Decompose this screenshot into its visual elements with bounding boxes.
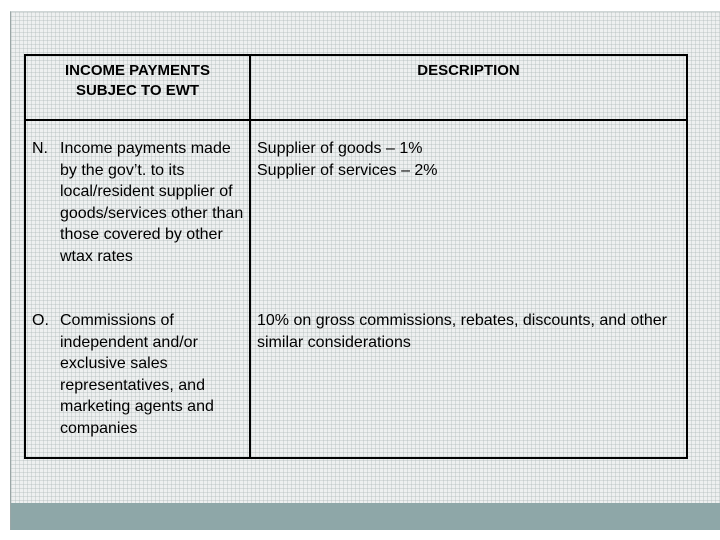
row-o-item-text: Commissions of independent and/or exclusive sales representatives, and marketing agents and companies xyxy=(60,312,214,437)
header-left-line-1: INCOME PAYMENTS xyxy=(64,62,211,79)
row-o-description xyxy=(257,310,682,353)
header-divider xyxy=(26,119,686,121)
header-right-label: DESCRIPTION xyxy=(417,62,520,79)
header-left-line-2: SUBJEC TO EWT xyxy=(75,82,200,99)
header-income-payments xyxy=(26,61,249,101)
column-divider xyxy=(249,56,251,457)
header-description xyxy=(251,61,686,81)
row-n-desc-line-1: Supplier of goods – 1% xyxy=(257,140,423,157)
slide-background xyxy=(10,11,720,530)
row-o-desc-line-1: 10% on gross commissions, rebates, discounts, and other similar considerations xyxy=(257,312,667,351)
row-n-desc-line-2: Supplier of services – 2% xyxy=(257,161,438,179)
row-n-item-text: Income payments made by the gov’t. to its local/resident supplier of goods/services other than those covered by other wtax rates xyxy=(60,140,244,265)
row-o-letter: O. xyxy=(32,312,49,329)
row-n-letter: N. xyxy=(32,140,48,157)
footer-bar xyxy=(11,503,720,530)
ewt-table xyxy=(24,54,688,459)
row-n-description xyxy=(257,138,682,181)
